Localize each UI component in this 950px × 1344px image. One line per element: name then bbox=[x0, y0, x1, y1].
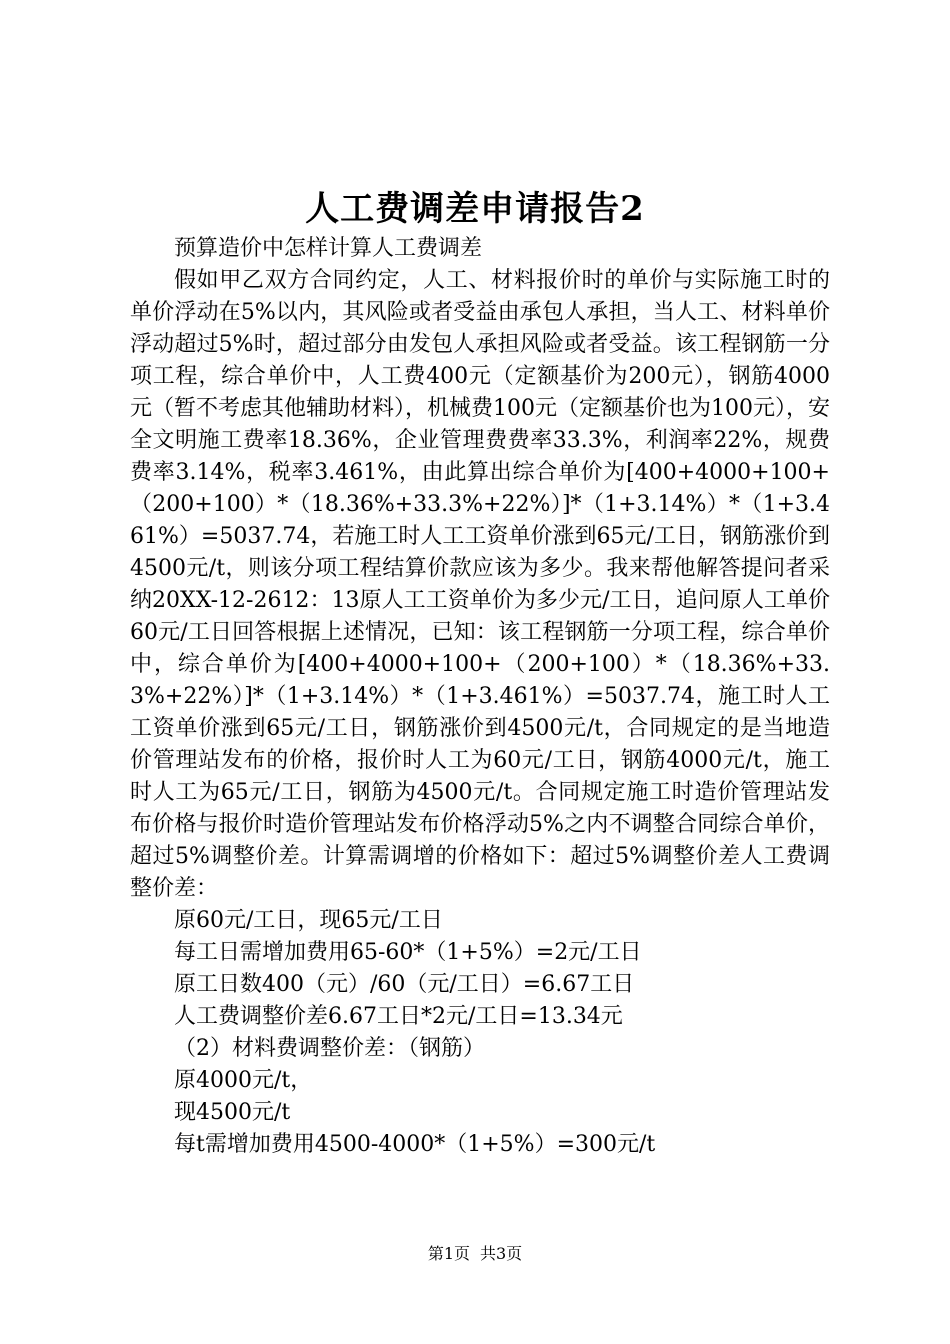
calc-line: 每t需增加费用4500-4000*（1+5%）=300元/t bbox=[174, 1132, 656, 1157]
calc-line: 现4500元/t bbox=[174, 1100, 291, 1125]
document-subtitle: 预算造价中怎样计算人工费调差 bbox=[174, 236, 483, 261]
page-number-current: 第1页 bbox=[427, 1244, 470, 1263]
calc-line: 每工日需增加费用65-60*（1+5%）=2元/工日 bbox=[174, 940, 642, 965]
calc-line: 原60元/工日，现65元/工日 bbox=[174, 908, 443, 933]
calc-line: 人工费调整价差6.67工日*2元/工日=13.34元 bbox=[174, 1004, 623, 1029]
calc-line: 原4000元/t， bbox=[174, 1068, 313, 1093]
document-title: 人工费调差申请报告2 bbox=[305, 189, 645, 229]
main-paragraph: 假如甲乙双方合同约定，人工、材料报价时的单价与实际施工时的单价浮动在5%以内，其风险或者受益由承包人承担，当人工、材料单价浮动超过5%时，超过部分由发包人承担风险或者受益。该工程钢筋一分项工程，综合单价中，人工费400元（定额基价为200元），钢筋4000元（暂不考虑其他辅助材料），机械费100元（定额基价也为100元），安全文明施工费率18.36%，企业管理费费率33.3%，利润率22%，规费费率3.14%，税率3.461%，由此算出综合单价为[400+4000+100+（200+100）*（18.36%+33.3%+22%）]*（1+3.14%）*（1+3.461%）=5037.74，若施工时人工工资单价涨到65元/工日，钢筋涨价到4500元/t，则该分项工程结算价款应该为多少。我来帮他解答提问者采纳20XX-12-2612：13原人工工资单价为多少元/工日，追问原人工单价60元/工日回答根据上述情况，已知：该工程钢筋一分项工程，综合单价中，综合单价为[400+4000+100+（200+100）*（18.36%+33.3%+22%）]*（1+3.14%）*（1+3.461%）=5037.74，施工时人工工资单价涨到65元/工日，钢筋涨价到4500元/t，合同规定的是当地造价管理站发布的价格，报价时人工为60元/工日，钢筋4000元/t，施工时人工为65元/工日，钢筋为4500元/t。合同规定施工时造价管理站发布价格与报价时造价管理站发布价格浮动5%之内不调整合同综合单价，超过5%调整价差。计算需调增的价格如下：超过5%调整价差人工费调整价差： bbox=[130, 268, 830, 901]
document-body bbox=[130, 233, 830, 1161]
calc-line: （2）材料费调整价差：（钢筋） bbox=[174, 1036, 485, 1061]
calc-line: 原工日数400（元）/60（元/工日）=6.67工日 bbox=[174, 972, 635, 997]
page-footer bbox=[0, 1243, 950, 1265]
page-number-total: 共3页 bbox=[480, 1244, 523, 1263]
